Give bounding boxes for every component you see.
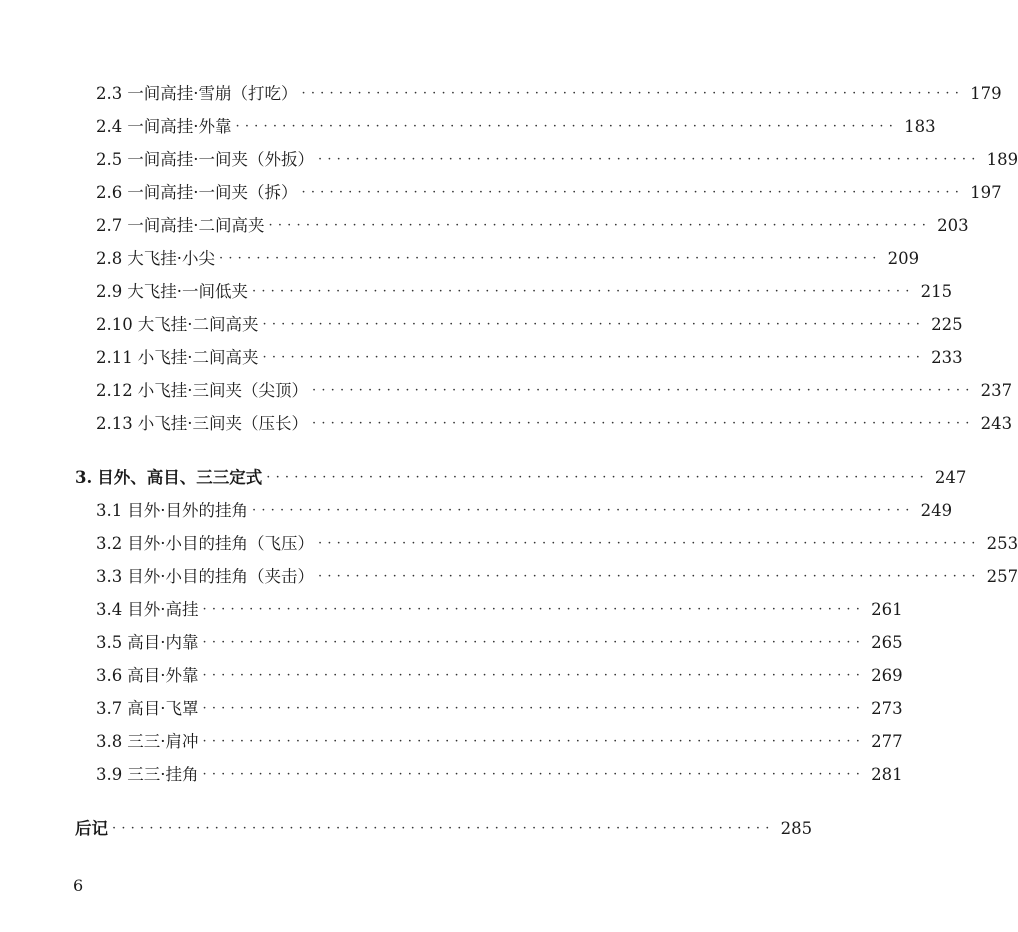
entry-label: 2.9 大飞挂·一间低夹 (96, 282, 248, 301)
page-number: 277 (871, 732, 903, 751)
page-number: 215 (920, 282, 953, 301)
dot-leader: ······································································· (318, 569, 981, 584)
dot-leader: ······································································· (268, 218, 932, 233)
page-number: 209 (887, 249, 920, 268)
entry-label: 3.8 三三·肩冲 (96, 732, 199, 751)
dot-leader: ······································································· (318, 536, 981, 551)
dot-leader: ······································································· (312, 416, 975, 431)
toc-entry-2-9[interactable] (96, 280, 953, 304)
page-number: 273 (871, 699, 903, 718)
page-number: 253 (986, 534, 1018, 553)
dot-leader: ······································································· (202, 701, 866, 716)
toc-entry-3-3[interactable] (96, 565, 1018, 589)
toc-entry-2-6[interactable] (96, 181, 1002, 205)
entry-label: 2.7 一间高挂·二间高夹 (96, 216, 265, 235)
dot-leader: ······································································· (262, 317, 926, 332)
page-number: 225 (931, 315, 963, 334)
dot-leader: ······································································· (262, 350, 926, 365)
entry-label: 2.12 小飞挂·三间夹（尖顶） (96, 381, 308, 400)
page-number: 203 (937, 216, 969, 235)
dot-leader: ······································································· (301, 86, 965, 101)
dot-leader: ······································································· (252, 284, 915, 299)
entry-label: 2.11 小飞挂·二间高夹 (96, 348, 259, 367)
toc-entry-2-4[interactable] (96, 115, 936, 139)
dot-leader: ······································································· (312, 383, 975, 398)
entry-label: 3.3 目外·小目的挂角（夹击） (96, 567, 314, 586)
entry-label: 3.4 目外·高挂 (96, 600, 199, 619)
dot-leader: ······································································· (318, 152, 981, 167)
dot-leader: ······································································· (266, 470, 929, 485)
dot-leader: ······································································· (202, 602, 866, 617)
page-number: 281 (871, 765, 903, 784)
dot-leader: ······································································· (252, 503, 915, 518)
toc-chapter-3[interactable] (75, 466, 967, 490)
entry-label: 3.9 三三·挂角 (96, 765, 199, 784)
toc-entry-3-2[interactable] (96, 532, 1018, 556)
dot-leader: ······································································· (202, 668, 866, 683)
entry-label: 3.7 高目·飞罩 (96, 699, 199, 718)
chapter-label: 3. 目外、高目、三三定式 (75, 468, 263, 487)
page-number: 249 (920, 501, 953, 520)
entry-label: 3.2 目外·小目的挂角（飞压） (96, 534, 314, 553)
entry-label: 2.6 一间高挂·一间夹（拆） (96, 183, 298, 202)
toc-entry-3-6[interactable] (96, 664, 903, 688)
page-number: 179 (970, 84, 1002, 103)
page-number: 237 (980, 381, 1013, 400)
toc-entry-2-3[interactable] (96, 82, 1002, 106)
dot-leader: ······································································· (202, 767, 866, 782)
dot-leader: ······································································· (235, 119, 899, 134)
page-number: 183 (904, 117, 936, 136)
page-number: 243 (980, 414, 1013, 433)
toc-entry-2-10[interactable] (96, 313, 963, 337)
toc-entry-2-13[interactable] (96, 412, 1013, 436)
dot-leader: ······································································· (112, 821, 775, 836)
entry-label: 3.5 高目·内靠 (96, 633, 199, 652)
dot-leader: ······································································· (202, 635, 866, 650)
entry-label: 2.4 一间高挂·外靠 (96, 117, 232, 136)
toc-entry-3-7[interactable] (96, 697, 903, 721)
toc-entry-3-9[interactable] (96, 763, 903, 787)
dot-leader: ······································································· (301, 185, 965, 200)
toc-entry-3-5[interactable] (96, 631, 903, 655)
toc-entry-3-8[interactable] (96, 730, 903, 754)
page-number: 261 (871, 600, 903, 619)
entry-label: 2.3 一间高挂·雪崩（打吃） (96, 84, 298, 103)
toc-entry-2-7[interactable] (96, 214, 969, 238)
afterword-label: 后记 (75, 819, 108, 838)
toc-entry-2-8[interactable] (96, 247, 920, 271)
entry-label: 3.6 高目·外靠 (96, 666, 199, 685)
toc-entry-2-11[interactable] (96, 346, 963, 370)
toc-entry-2-12[interactable] (96, 379, 1013, 403)
page-number: 269 (871, 666, 903, 685)
page-number: 285 (780, 819, 813, 838)
entry-label: 3.1 目外·目外的挂角 (96, 501, 248, 520)
page-folio: 6 (73, 876, 84, 895)
toc-entry-2-5[interactable] (96, 148, 1018, 172)
toc-entry-3-4[interactable] (96, 598, 903, 622)
page-number: 265 (871, 633, 903, 652)
entry-label: 2.5 一间高挂·一间夹（外扳） (96, 150, 314, 169)
page-number: 197 (970, 183, 1002, 202)
toc-entry-3-1[interactable] (96, 499, 953, 523)
entry-label: 2.10 大飞挂·二间高夹 (96, 315, 259, 334)
page-number: 247 (934, 468, 967, 487)
entry-label: 2.8 大飞挂·小尖 (96, 249, 215, 268)
dot-leader: ······································································· (202, 734, 866, 749)
page-number: 233 (931, 348, 963, 367)
dot-leader: ······································································· (219, 251, 882, 266)
toc-afterword[interactable] (75, 817, 813, 841)
entry-label: 2.13 小飞挂·三间夹（压长） (96, 414, 308, 433)
page-number: 189 (986, 150, 1018, 169)
page-number: 257 (986, 567, 1018, 586)
